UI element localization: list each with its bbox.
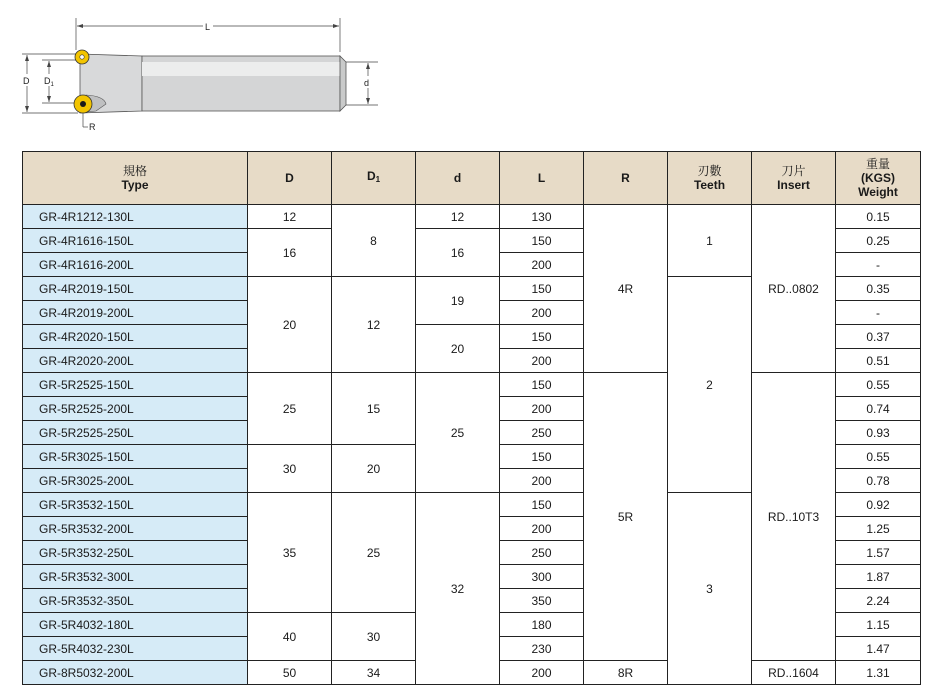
type-cell: GR-4R1616-150L xyxy=(23,229,248,253)
d1-arrow-bottom xyxy=(47,96,51,102)
type-cell: GR-4R2019-200L xyxy=(23,301,248,325)
d1-cell: 20 xyxy=(332,445,416,493)
weight-cell: - xyxy=(836,253,921,277)
l-cell: 200 xyxy=(500,517,584,541)
type-cell: GR-5R3532-200L xyxy=(23,517,248,541)
tool-shank-highlight xyxy=(142,62,340,76)
weight-cell: 0.92 xyxy=(836,493,921,517)
d1-cell: 30 xyxy=(332,613,416,661)
d-outer-arrow-top xyxy=(25,55,29,61)
l-cell: 250 xyxy=(500,541,584,565)
header-d-outer: D xyxy=(248,152,332,205)
l-cell: 250 xyxy=(500,421,584,445)
insert-bottom-screw xyxy=(80,101,86,107)
insert-cell: RD..10T3 xyxy=(752,373,836,661)
l-cell: 150 xyxy=(500,325,584,349)
d-shank-cell: 16 xyxy=(416,229,500,277)
l-cell: 200 xyxy=(500,301,584,325)
header-d1: $D_1$ xyxy=(332,152,416,205)
l-cell: 200 xyxy=(500,253,584,277)
d-outer-cell: 35 xyxy=(248,493,332,613)
type-cell: GR-5R3532-150L xyxy=(23,493,248,517)
l-cell: 150 xyxy=(500,373,584,397)
d1-cell: 8 xyxy=(332,205,416,277)
d1-label: $D_1$ xyxy=(44,76,54,88)
weight-cell: 0.93 xyxy=(836,421,921,445)
l-cell: 150 xyxy=(500,445,584,469)
l-cell: 150 xyxy=(500,229,584,253)
header-insert: 刀片 Insert xyxy=(752,152,836,205)
weight-cell: 0.35 xyxy=(836,277,921,301)
teeth-cell: 1 xyxy=(668,205,752,277)
l-label: L xyxy=(205,22,211,32)
d-shank-arrow-top xyxy=(366,63,370,69)
d-shank-label: d xyxy=(364,78,370,88)
header-d-shank: d xyxy=(416,152,500,205)
weight-cell: 0.55 xyxy=(836,373,921,397)
l-cell: 230 xyxy=(500,637,584,661)
weight-cell: 1.31 xyxy=(836,661,921,685)
l-cell: 150 xyxy=(500,493,584,517)
r-label: R xyxy=(89,122,96,132)
weight-cell: 1.15 xyxy=(836,613,921,637)
header-type: 規格 Type xyxy=(23,152,248,205)
type-cell: GR-5R3532-300L xyxy=(23,565,248,589)
insert-top-screw xyxy=(80,55,84,59)
type-cell: GR-4R2020-150L xyxy=(23,325,248,349)
d-outer-label: D xyxy=(23,76,30,86)
weight-cell: 0.78 xyxy=(836,469,921,493)
weight-cell: 1.25 xyxy=(836,517,921,541)
teeth-cell: 3 xyxy=(668,493,752,685)
type-cell: GR-5R3025-150L xyxy=(23,445,248,469)
weight-cell: 0.25 xyxy=(836,229,921,253)
d-shank-cell: 25 xyxy=(416,373,500,493)
table-row xyxy=(23,205,921,229)
type-cell: GR-5R2525-250L xyxy=(23,421,248,445)
weight-cell: - xyxy=(836,301,921,325)
d1-cell: 34 xyxy=(332,661,416,685)
l-cell: 200 xyxy=(500,349,584,373)
weight-cell: 2.24 xyxy=(836,589,921,613)
header-row xyxy=(23,152,921,205)
tool-drawing xyxy=(0,0,400,145)
type-cell: GR-8R5032-200L xyxy=(23,661,248,685)
d-shank-arrow-bottom xyxy=(366,98,370,104)
type-cell: GR-4R2019-150L xyxy=(23,277,248,301)
l-arrow-right xyxy=(333,24,339,28)
d-outer-cell: 50 xyxy=(248,661,332,685)
type-cell: GR-5R3532-250L xyxy=(23,541,248,565)
d-shank-cell: 20 xyxy=(416,325,500,373)
type-cell: GR-4R1616-200L xyxy=(23,253,248,277)
weight-cell: 0.15 xyxy=(836,205,921,229)
type-cell: GR-5R4032-180L xyxy=(23,613,248,637)
l-cell: 200 xyxy=(500,469,584,493)
teeth-cell: 2 xyxy=(668,277,752,493)
insert-cell: RD..0802 xyxy=(752,205,836,373)
d-outer-cell: 20 xyxy=(248,277,332,373)
d-outer-cell: 40 xyxy=(248,613,332,661)
r-cell: 4R xyxy=(584,205,668,373)
d-shank-cell: 32 xyxy=(416,493,500,685)
d-outer-arrow-bottom xyxy=(25,106,29,112)
header-r: R xyxy=(584,152,668,205)
d-outer-cell: 12 xyxy=(248,205,332,229)
d-shank-cell: 19 xyxy=(416,277,500,325)
table-row xyxy=(23,373,921,397)
l-cell: 200 xyxy=(500,661,584,685)
type-cell: GR-5R3025-200L xyxy=(23,469,248,493)
d1-cell: 15 xyxy=(332,373,416,445)
insert-cell: RD..1604 xyxy=(752,661,836,685)
d1-cell: 25 xyxy=(332,493,416,613)
weight-cell: 0.55 xyxy=(836,445,921,469)
d1-arrow-top xyxy=(47,61,51,67)
d1-cell: 12 xyxy=(332,277,416,373)
weight-cell: 0.51 xyxy=(836,349,921,373)
d-shank-cell: 12 xyxy=(416,205,500,229)
weight-cell: 1.57 xyxy=(836,541,921,565)
type-cell: GR-5R4032-230L xyxy=(23,637,248,661)
l-cell: 350 xyxy=(500,589,584,613)
header-teeth: 刃數 Teeth xyxy=(668,152,752,205)
weight-cell: 0.74 xyxy=(836,397,921,421)
header-weight: 重量 (KGS) Weight xyxy=(836,152,921,205)
l-cell: 150 xyxy=(500,277,584,301)
type-cell: GR-5R3532-350L xyxy=(23,589,248,613)
type-cell: GR-4R1212-130L xyxy=(23,205,248,229)
weight-cell: 1.87 xyxy=(836,565,921,589)
type-cell: GR-4R2020-200L xyxy=(23,349,248,373)
weight-cell: 1.47 xyxy=(836,637,921,661)
weight-cell: 0.37 xyxy=(836,325,921,349)
d-outer-cell: 16 xyxy=(248,229,332,277)
l-cell: 130 xyxy=(500,205,584,229)
l-cell: 200 xyxy=(500,397,584,421)
r-cell: 5R xyxy=(584,373,668,661)
d-outer-cell: 25 xyxy=(248,373,332,445)
l-cell: 300 xyxy=(500,565,584,589)
tool-chamfer xyxy=(340,56,346,111)
l-arrow-left xyxy=(77,24,83,28)
r-cell: 8R xyxy=(584,661,668,685)
type-cell: GR-5R2525-200L xyxy=(23,397,248,421)
header-l: L xyxy=(500,152,584,205)
d-outer-cell: 30 xyxy=(248,445,332,493)
spec-table xyxy=(22,151,921,685)
l-cell: 180 xyxy=(500,613,584,637)
type-cell: GR-5R2525-150L xyxy=(23,373,248,397)
